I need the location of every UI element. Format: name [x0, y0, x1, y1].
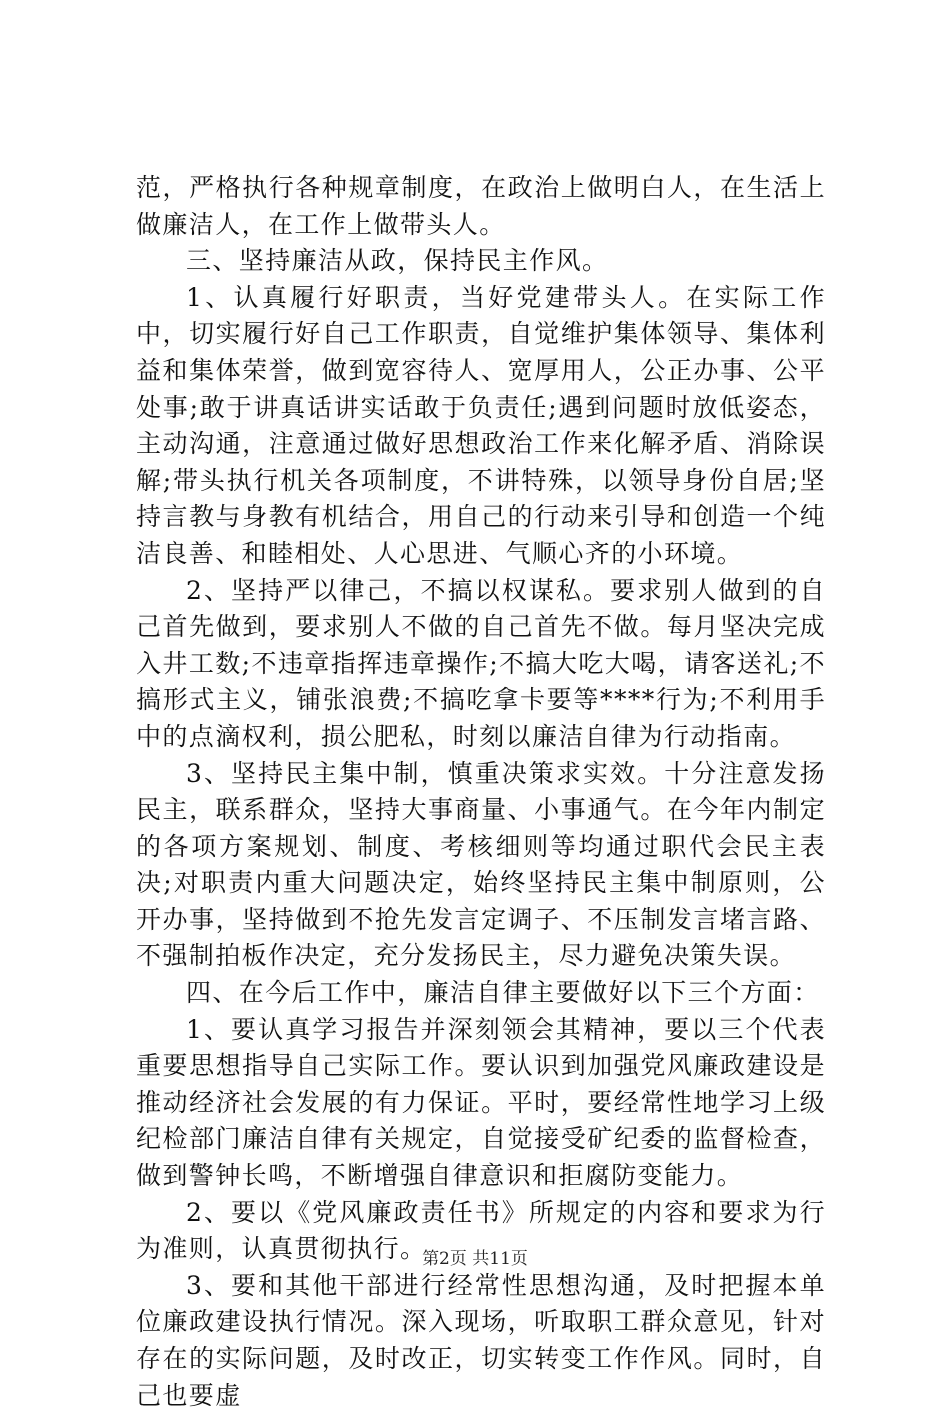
paragraph-continuation: 范，严格执行各种规章制度，在政治上做明白人，在生活上做廉洁人，在工作上做带头人。 [136, 173, 826, 239]
paragraph-3-1: 1、认真履行好职责，当好党建带头人。在实际工作中，切实履行好自己工作职责，自觉维护集体领导、集体利益和集体荣誉，做到宽容待人、宽厚用人，公正办事、公平处事;敢于讲真话讲实话敢于负责任;遇到问题时放低姿态，主动沟通，注意通过做好思想政治工作来化解矛盾、消除误解;带头执行机关各项制度，不讲特殊，以领导身份自居;坚持言教与身教有机结合，用自己的行动来引导和创造一个纯洁良善、和睦相处、人心思进、气顺心齐的小环境。 [136, 282, 826, 568]
paragraph-3-3: 3、坚持民主集中制，慎重决策求实效。十分注意发扬民主，联系群众，坚持大事商量、小事通气。在今年内制定的各项方案规划、制度、考核细则等均通过职代会民主表决;对职责内重大问题决定，始终坚持民主集中制原则，公开办事，坚持做到不抢先发言定调子、不压制发言堵言路、不强制拍板作决定，充分发扬民主，尽力避免决策失误。 [136, 758, 826, 971]
section-heading-3: 三、坚持廉洁从政，保持民主作风。 [186, 246, 609, 276]
section-heading-4: 四、在今后工作中，廉洁自律主要做好以下三个方面： [186, 978, 820, 1008]
paragraph-4-2: 2、要以《党风廉政责任书》所规定的内容和要求为行为准则，认真贯彻执行。 [136, 1197, 826, 1264]
paragraph-4-1: 1、要认真学习报告并深刻领会其精神，要以三个代表重要思想指导自己实际工作。要认识到加强党风廉政建设是推动经济社会发展的有力保证。平时，要经常性地学习上级纪检部门廉洁自律有关规定，自觉接受矿纪委的监督检查，做到警钟长鸣，不断增强自律意识和拒腐防变能力。 [136, 1014, 826, 1191]
page-number-footer: 第2页 共11页 [422, 1249, 528, 1269]
document-body [136, 170, 826, 1414]
paragraph-4-3: 3、要和其他干部进行经常性思想沟通，及时把握本单位廉政建设执行情况。深入现场，听取职工群众意见，针对存在的实际问题，及时改正，切实转变工作作风。同时，自己也要虚 [136, 1270, 826, 1410]
paragraph-3-2: 2、坚持严以律己，不搞以权谋私。要求别人做到的自己首先做到，要求别人不做的自己首先不做。每月坚决完成入井工数;不违章指挥违章操作;不搞大吃大喝，请客送礼;不搞形式主义，铺张浪费;不搞吃拿卡要等****行为;不利用手中的点滴权利，损公肥私，时刻以廉洁自律为行动指南。 [136, 575, 826, 751]
